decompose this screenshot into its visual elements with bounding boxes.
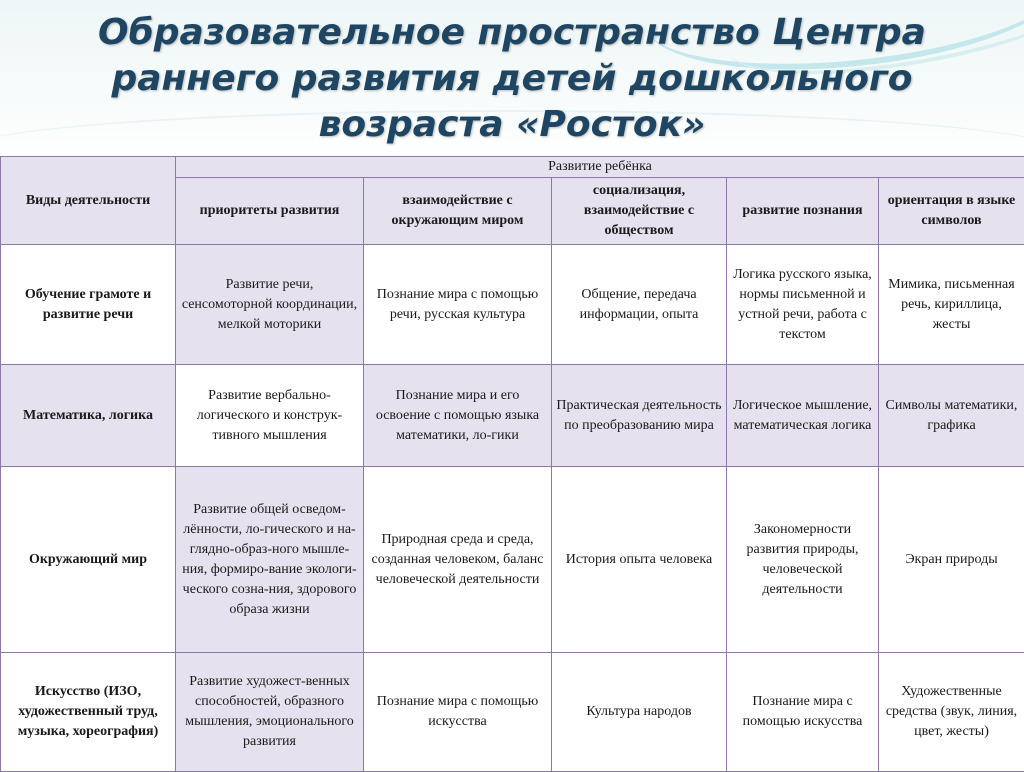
column-header: взаимодействие с окружающим миром: [364, 178, 552, 245]
column-header: развитие познания: [727, 178, 879, 245]
table-cell: Культура народов: [552, 653, 727, 772]
column-header: ориентация в языке символов: [879, 178, 1024, 245]
row-label: Окружающий мир: [1, 467, 176, 653]
table-row: [1, 467, 1024, 653]
table-cell: Развитие вербально-логического и конструк-тивного мышления: [176, 365, 364, 467]
table-cell: Познание мира с помощью речи, русская культура: [364, 245, 552, 365]
row-label: Математика, логика: [1, 365, 176, 467]
education-table: [0, 156, 1024, 772]
table-row: [1, 365, 1024, 467]
table-row: [1, 653, 1024, 772]
column-header: приоритеты развития: [176, 178, 364, 245]
table-cell: Познание мира с помощью искусства: [727, 653, 879, 772]
table-cell: Логика русского языка, нормы письменной и устной речи, работа с текстом: [727, 245, 879, 365]
table-row: [1, 245, 1024, 365]
column-header: социализация, взаимодействие с обществом: [552, 178, 727, 245]
table-cell: Логическое мышление, математическая логика: [727, 365, 879, 467]
table-cell: Познание мира с помощью искусства: [364, 653, 552, 772]
table-cell: Развитие речи, сенсомоторной координации, мелкой моторики: [176, 245, 364, 365]
slide-title: Образовательное пространство Центра раннего развития детей дошкольного возраста «Росток»: [20, 6, 1004, 152]
table-cell: Мимика, письменная речь, кириллица, жесты: [879, 245, 1024, 365]
table-cell: Символы математики, графика: [879, 365, 1024, 467]
table-cell: Познание мира и его освоение с помощью языка математики, ло-гики: [364, 365, 552, 467]
group-header: Развитие ребёнка: [176, 157, 1024, 178]
row-label: Искусство (ИЗО, художественный труд, музыка, хореография): [1, 653, 176, 772]
table-cell: Природная среда и среда, созданная человеком, баланс человеческой деятельности: [364, 467, 552, 653]
table-cell: История опыта человека: [552, 467, 727, 653]
corner-header: Виды деятельности: [1, 157, 176, 245]
table-cell: Экран природы: [879, 467, 1024, 653]
table-cell: Художественные средства (звук, линия, цвет, жесты): [879, 653, 1024, 772]
row-label: Обучение грамоте и развитие речи: [1, 245, 176, 365]
table-cell: Практическая деятельность по преобразованию мира: [552, 365, 727, 467]
table-cell: Развитие общей осведом-лённости, ло-гического и на-глядно-образ-ного мышле-ния, формиро-вание экологи-ческого созна-ния, здорового образа жизни: [176, 467, 364, 653]
table-cell: Общение, передача информации, опыта: [552, 245, 727, 365]
table-cell: Закономерности развития природы, человеческой деятельности: [727, 467, 879, 653]
table-cell: Развитие художест-венных способностей, образного мышления, эмоционального развития: [176, 653, 364, 772]
